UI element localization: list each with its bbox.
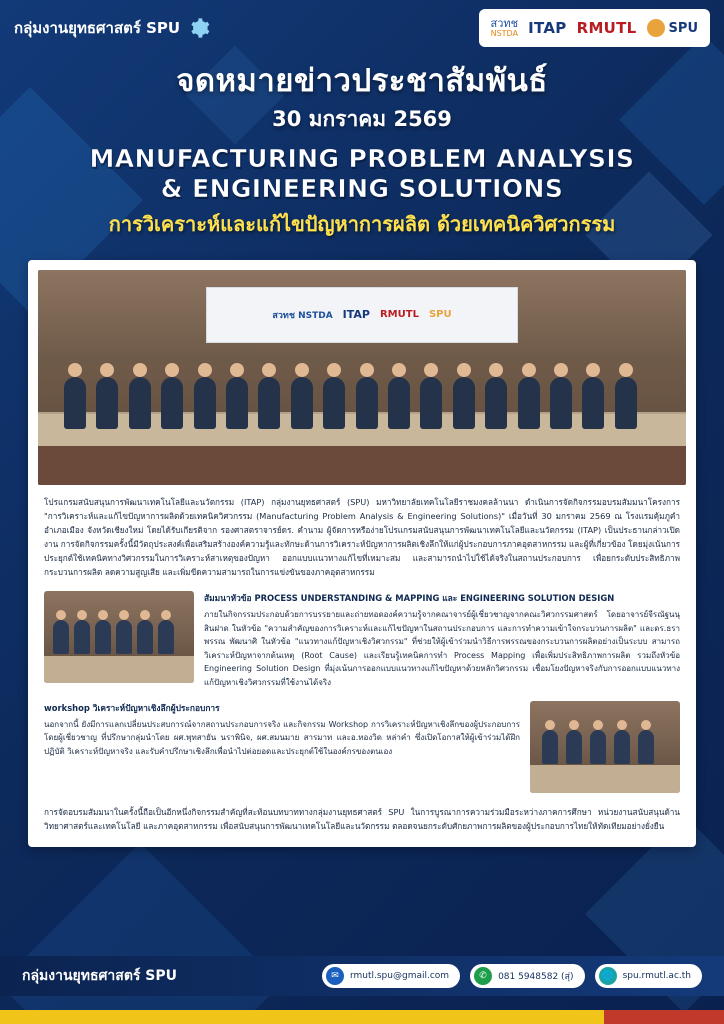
banner-nstda-text: สวทช NSTDA (272, 310, 333, 321)
spu-logo (647, 19, 698, 37)
english-title-line1: MANUFACTURING PROBLEM ANALYSIS (89, 143, 635, 173)
headline-block (0, 56, 724, 250)
gear-icon (188, 17, 210, 39)
photo-table (44, 656, 194, 684)
intro-paragraph: โปรแกรมสนับสนุนการพัฒนาเทคโนโลยีและนวัตกรรม (ITAP) กลุ่มงานยุทธศาสตร์ (SPU) มหาวิทยาลัยเทคโนโลยีราชมงคลล้านนา ดำเนินการจัดกิจกรรมอบรมสัมมนาโครงการ "การวิเคราะห์และแก้ไขปัญหาการผลิตด้วยเทคนิควิศวกรรม (Manufacturing Problem Analysis & Engineering Solutions)" เมื่อวันที่ 30 มกราคม 2569 ณ โรงแรมคุ้มภูคำ อำเภอเมือง จังหวัดเชียงใหม่ โดยได้รับเกียรติจาก รองศาสตราจารย์ดร. คำนาม ผู้จัดการหรือง่ายโปรแกรมสนับสนุนการพัฒนาเทคโนโลยีและนวัตกรรม (ITAP) เป็นประธานกล่าวเปิดงาน การจัดกิจกรรมครั้งนี้มีวัตถุประสงค์เพื่อเสริมสร้างองค์ความรู้และทักษะด้านการวิเคราะห์ปัญหาการผลิตเชิงลึกให้แก่ผู้ประกอบการภาคอุตสาหกรรม และผู้ที่เกี่ยวข้อง โดยมุ่งเน้นการประยุกต์ใช้เทคนิคทางวิศวกรรมในการวิเคราะห์สาเหตุของปัญหา ออกแบบแนวทางแก้ไขที่เหมาะสม และสามารถนำไปใช้ได้จริงในสถานประกอบการ เพื่อยกระดับประสิทธิภาพกระบวนการผลิต ลดความสูญเสีย และเพิ่มขีดความสามารถในการแข่งขันของภาคอุตสาหกรรม (44, 496, 680, 578)
contact-list (322, 964, 702, 988)
section-body (44, 701, 520, 758)
event-date: 30 มกราคม 2569 (272, 106, 452, 131)
closing-paragraph: การจัดอบรมสัมมนาในครั้งนี้ถือเป็นอีกหนึ่งกิจกรรมสำคัญที่สะท้อนบทบาททางกลุ่มงานยุทธศาสตร์ SPU ในการบูรณาการความร่วมมือระหว่างภาคการศึกษา หน่วยงานสนับสนุนด้านวิทยาศาสตร์และเทคโนโลยี และภาคอุตสาหกรรม เพื่อสนับสนุนการพัฒนาเทคโนโลยีและนวัตกรรม ตลอดจนยกระดับศักยภาพการผลิตของผู้ประกอบการไทยให้ทัดเทียมอย่างยั่งยืน (44, 807, 680, 832)
workshop-section (38, 701, 686, 793)
spu-mark-icon (647, 19, 665, 37)
section-body (204, 591, 680, 689)
itap-logo: ITAP (528, 19, 567, 37)
rmutl-logo: RMUTL (576, 19, 637, 37)
contact-email-label: rmutl.spu@gmail.com (349, 971, 450, 981)
workshop-photo-2 (530, 701, 680, 793)
process-understanding-section (38, 591, 686, 689)
footer-bar (0, 956, 724, 996)
spu-logo-text: SPU (668, 20, 698, 36)
partner-logos (479, 9, 710, 47)
brand-label: กลุ่มงานยุทธศาสตร์ SPU (14, 19, 181, 37)
footer-brand: กลุ่มงานยุทธศาสตร์ SPU (22, 968, 178, 984)
section-text: นอกจากนี้ ยังมีการแลกเปลี่ยนประสบการณ์จากสถานประกอบการจริง และกิจกรรม Workshop การวิเคราะห์ปัญหาเชิงลึกของผู้ประกอบการ โดยผู้เชี่ยวชาญ ที่ปรึกษากลุ่มนำโดย ผศ.พุทสายัน นราพินิจ, ผศ.สมนมาย สารมาท และอ.ทองวิด หล่าคำ ซึ่งเปิดโอกาสให้ผู้เข้าร่วมได้ฝึกปฏิบัติ วิเคราะห์ปัญหาจริง และรับคำปรึกษาเชิงลึกเพื่อนำไปต่อยอดและประยุกต์ใช้ในองค์กรของตนเอง (44, 720, 520, 756)
globe-icon: 🌐 (599, 967, 617, 985)
nstda-logo: สวทช NSTDA (490, 17, 519, 38)
footer-strip-red (604, 1010, 724, 1024)
section-text: ภายในกิจกรรมประกอบด้วยการบรรยายและถ่ายทอดองค์ความรู้จากคณาจารย์ผู้เชี่ยวชาญจากคณะวิศวกรรมศาสตร์ โดยอาจารย์จีรณัฐนนุ สินฝาด ในหัวข้อ "ความสำคัญของการวิเคราะห์และแก้ไขปัญหาในสถานประกอบการ และการทำความเข้าใจกระบวนการผลิต" และดร.ธราพรรณ พัฒนาศิ ในหัวข้อ "แนวทางแก้ปัญหาเชิงวิศวกรรม" ที่ช่วยให้ผู้เข้าร่วมนำวิธีการพรรณของกระบวนการผลิตอย่างเป็นระบบ สามารถวิเคราะห์ปัญหาจากต้นเหตุ (Root Cause) และเรียนรู้เทคนิคการทำ Process Mapping เพื่อเพิ่มประสิทธิภาพการผลิต รวมถึงหัวข้อ Engineering Solution Design ที่มุ่งเน้นการออกแบบแนวทางแก้ไขปัญหาด้วยหลักวิศวกรรม เชื่อมโยงปัญหาจริงกับการออกแบบแนวทางแก้ปัญหาเชิงวิศวกรรมที่ใช้งานได้จริง (204, 610, 680, 687)
footer (0, 942, 724, 1024)
section-title: สัมมนาหัวข้อ PROCESS UNDERSTANDING & MAPPING และ ENGINEERING SOLUTION DESIGN (204, 593, 615, 604)
banner-spu-text: SPU (428, 309, 452, 321)
group-photo-seminar (38, 270, 686, 485)
workshop-photo-1 (44, 591, 194, 683)
mail-icon: ✉ (326, 967, 344, 985)
photo-people (44, 617, 194, 654)
english-title-line2: & ENGINEERING SOLUTIONS (160, 173, 564, 203)
footer-color-strip (0, 1010, 724, 1024)
phone-icon: ✆ (474, 967, 492, 985)
brand-block (14, 16, 210, 40)
photo-table (530, 765, 680, 793)
contact-website-label: spu.rmutl.ac.th (622, 971, 691, 981)
contact-website[interactable] (595, 964, 702, 988)
thai-subtitle: การวิเคราะห์และแก้ไขปัญหาการผลิต ด้วยเทคนิควิศวกรรม (108, 211, 616, 236)
contact-phone[interactable] (470, 964, 585, 988)
section-title: workshop วิเคราะห์ปัญหาเชิงลึกผู้ประกอบการ (44, 703, 220, 714)
banner-rmutl-text: RMUTL (379, 309, 419, 321)
photo-people (38, 330, 686, 429)
page-title: จดหมายข่าวประชาสัมพันธ์ (176, 63, 548, 99)
content-card (28, 260, 696, 848)
banner-itap-text: ITAP (342, 308, 370, 322)
top-bar (0, 0, 724, 56)
photo-people (530, 727, 680, 764)
contact-email[interactable] (322, 964, 460, 988)
contact-phone-label: 081 5948582 (สุ่) (498, 972, 574, 982)
